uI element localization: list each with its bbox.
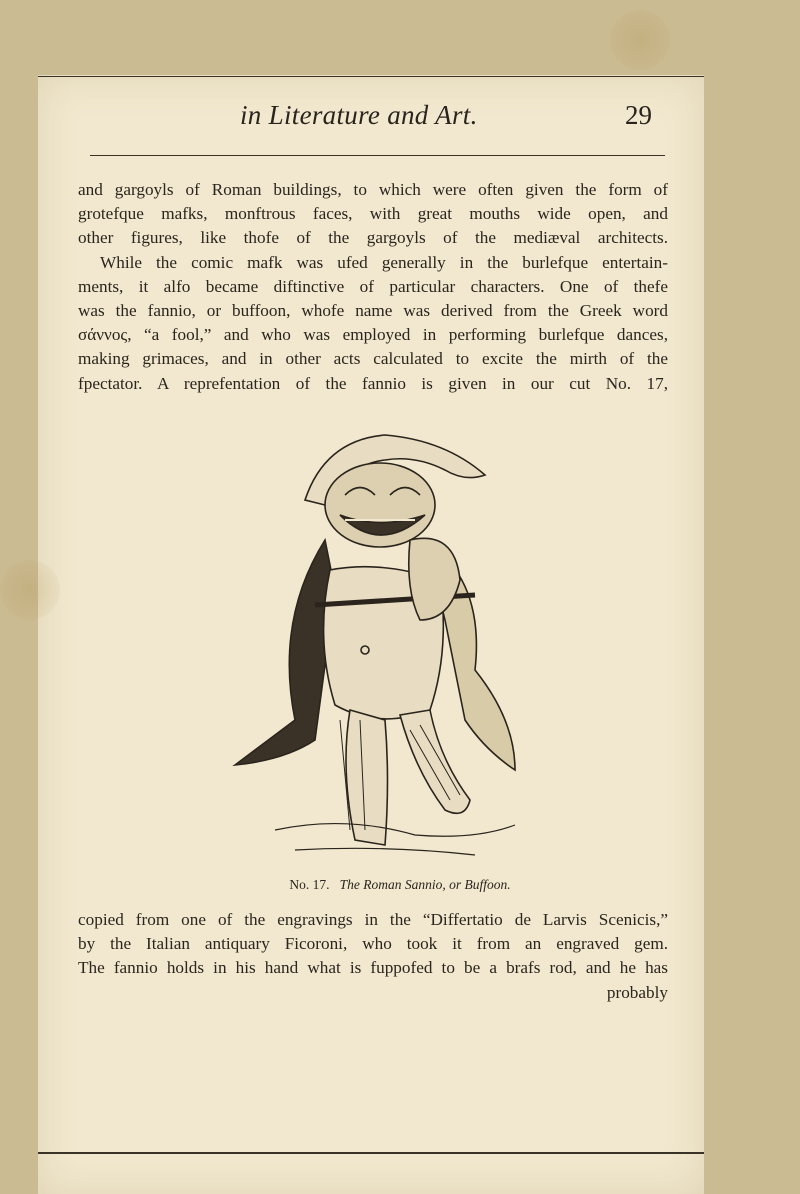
paper-stain bbox=[0, 560, 60, 620]
text-line: and gargoyls of Roman buildings, to which were often given the form of bbox=[78, 180, 668, 199]
caption-title: The Roman Sannio, or Buffoon. bbox=[339, 877, 511, 892]
text-line: σάννος, “a fool,” and who was employed in performing burlefque dances, bbox=[78, 325, 668, 345]
text-line: was the fannio, or buffoon, whofe name was derived from the Greek word bbox=[78, 301, 668, 321]
text-line: While the comic mafk was ufed generally in the burlefque entertain- bbox=[100, 252, 668, 272]
figure-caption bbox=[0, 877, 800, 893]
text-line: The fannio holds in his hand what is fuppofed to be a brafs rod, and he has bbox=[78, 958, 668, 978]
text-line: fpectator. A reprefentation of the fannio is given in our cut No. 17, bbox=[78, 373, 668, 393]
sannio-engraving bbox=[215, 420, 565, 870]
body-text-bottom bbox=[78, 908, 668, 1005]
body-text-top bbox=[78, 178, 668, 396]
text-line: ments, it alfo became diftinctive of particular characters. One of thefe bbox=[78, 276, 668, 296]
catchword: probably bbox=[606, 982, 668, 1002]
top-border-rule bbox=[38, 76, 704, 77]
paper-stain bbox=[610, 10, 670, 70]
text-line: by the Italian antiquary Ficoroni, who took it from an engraved gem. bbox=[78, 934, 668, 954]
text-line: other figures, like thofe of the gargoyls of the mediæval architects. bbox=[78, 228, 668, 248]
caption-number: No. 17. bbox=[289, 877, 330, 892]
running-header bbox=[240, 100, 660, 140]
text-line: grotefque mafks, monftrous faces, with great mouths wide open, and bbox=[78, 204, 668, 224]
text-line: making grimaces, and in other acts calculated to excite the mirth of the bbox=[78, 349, 668, 369]
header-rule bbox=[90, 155, 665, 156]
text-line: copied from one of the engravings in the “Differtatio de Larvis Scenicis,” bbox=[78, 910, 668, 929]
page-number: 29 bbox=[625, 100, 652, 130]
bottom-border-rule bbox=[38, 1152, 704, 1154]
running-title: in Literature and Art. bbox=[240, 100, 478, 130]
